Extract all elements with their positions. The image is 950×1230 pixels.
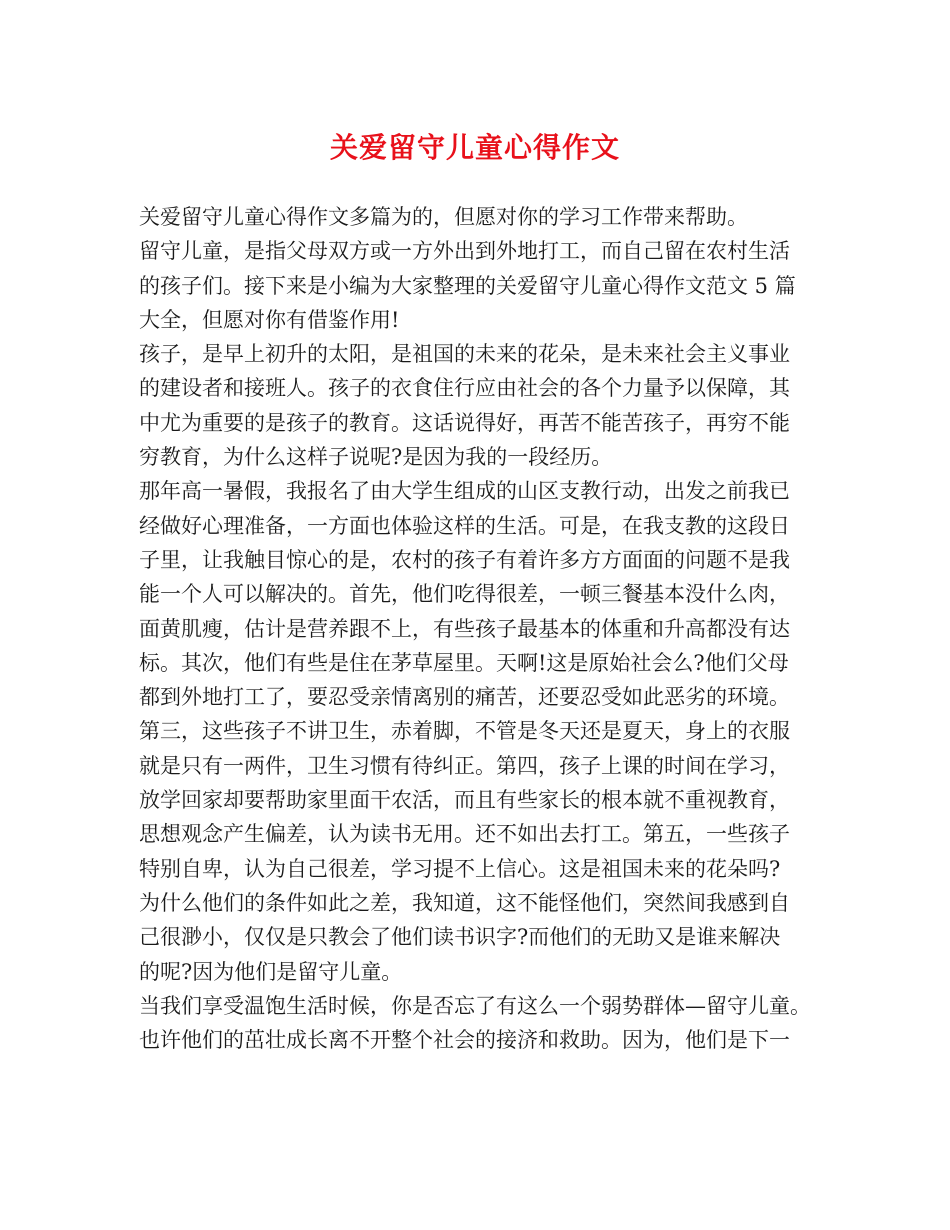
body-line: 的呢?因为他们是留守儿童。 (139, 959, 403, 984)
body-line: 能一个人可以解决的。首先，他们吃得很差，一顿三餐基本没什么肉， (139, 582, 790, 607)
body-line: 穷教育，为什么这样子说呢?是因为我的一段经历。 (139, 445, 613, 470)
body-line: 就是只有一两件，卫生习惯有待纠正。第四，孩子上课的时间在学习， (139, 753, 790, 778)
body-line: 大全，但愿对你有借鉴作用! (139, 307, 400, 332)
body-line: 也许他们的茁壮成长离不开整个社会的接济和救助。因为，他们是下一 (139, 1028, 790, 1053)
body-line: 孩子，是早上初升的太阳，是祖国的未来的花朵，是未来社会主义事业 (139, 342, 790, 367)
body-line: 的孩子们。接下来是小编为大家整理的关爱留守儿童心得作文范文 5 篇 (139, 273, 796, 298)
body-line: 中尤为重要的是孩子的教育。这话说得好，再苦不能苦孩子，再穷不能 (139, 410, 790, 435)
body-line: 标。其次，他们有些是住在茅草屋里。天啊!这是原始社会么?他们父母 (139, 650, 789, 675)
body-line: 关爱留守儿童心得作文多篇为的，但愿对你的学习工作带来帮助。 (139, 205, 748, 229)
document-title: 关爱留守儿童心得作文 (329, 131, 620, 164)
body-line: 第三，这些孩子不讲卫生，赤着脚，不管是冬天还是夏天，身上的衣服 (139, 719, 790, 744)
document-body (139, 200, 839, 1057)
body-line: 为什么他们的条件如此之差，我知道，这不能怪他们，突然间我感到自 (139, 890, 790, 915)
body-line: 留守儿童，是指父母双方或一方外出到外地打工，而自己留在农村生活 (139, 239, 790, 264)
body-line: 特别自卑，认为自己很差，学习提不上信心。这是祖国未来的花朵吗? (139, 856, 781, 881)
body-line: 那年高一暑假，我报名了由大学生组成的山区支教行动，出发之前我已 (139, 479, 790, 504)
body-line: 当我们享受温饱生活时候，你是否忘了有这么一个弱势群体—留守儿童。 (139, 993, 811, 1018)
body-line: 的建设者和接班人。孩子的衣食住行应由社会的各个力量予以保障，其 (139, 376, 790, 401)
body-line: 放学回家却要帮助家里面干农活，而且有些家长的根本就不重视教育， (139, 788, 790, 813)
body-line: 己很渺小，仅仅是只教会了他们读书识字?而他们的无助又是谁来解决 (139, 925, 781, 950)
body-line: 面黄肌瘦，估计是营养跟不上，有些孩子最基本的体重和升高都没有达 (139, 616, 790, 641)
body-line: 经做好心理准备，一方面也体验这样的生活。可是，在我支教的这段日 (139, 513, 790, 538)
body-line: 子里，让我触目惊心的是，农村的孩子有着许多方方面面的问题不是我 (139, 547, 790, 572)
body-line: 思想观念产生偏差，认为读书无用。还不如出去打工。第五，一些孩子 (139, 822, 790, 847)
body-line: 都到外地打工了，要忍受亲情离别的痛苦，还要忍受如此恶劣的环境。 (139, 685, 790, 710)
